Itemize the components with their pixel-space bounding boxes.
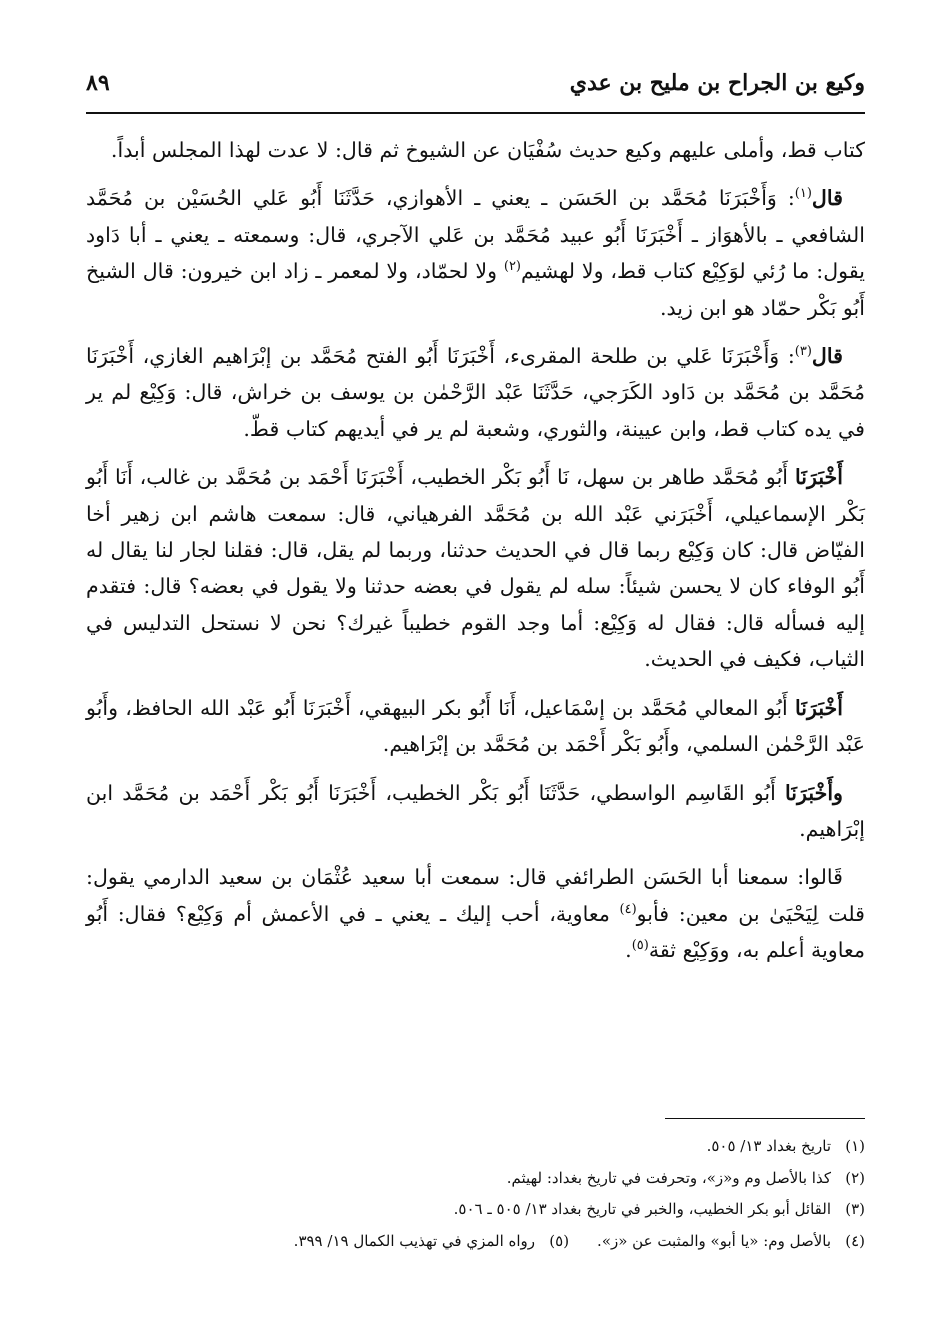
paragraph-lead: وأَخْبَرَنَا xyxy=(785,780,843,805)
page-number: ٨٩ xyxy=(86,70,110,96)
footnote-2 xyxy=(86,1163,865,1195)
paragraph-1 xyxy=(86,132,865,168)
paragraph-text: كتاب قط، وأملى عليهم وكيع حديث سُفْيَان عن الشيوخ ثم قال: لا عدت لهذا المجلس أبداً. xyxy=(110,138,865,162)
footnote-1 xyxy=(86,1131,865,1163)
running-title: وكيع بن الجراح بن مليح بن عدي xyxy=(569,70,865,96)
footnote-marker-3: (٣) xyxy=(794,344,812,360)
footnote-marker-1: (١) xyxy=(794,186,812,202)
footnote-text: القائل أبو بكر الخطيب، والخبر في تاريخ بغداد ١٣/ ٥٠٥ ـ ٥٠٦. xyxy=(453,1200,831,1218)
paragraph-text: أَبُو مُحَمَّد طاهر بن سهل، نَا أَبُو بَكْر الخطيب، أَخْبَرَنَا أَحْمَد بن مُحَمَّد بن غالب، أَنَا أَبُو بَكْر الإسماعيلي، أَخْبَرَني عَبْد الله بن مُحَمَّد الفرهياني، قال: سمعت هاشم ابن زهير أخا الفيّاض قال: كان وَكِيْع ربما قال في الحديث حدثنا، وربما لم يقل، قال: فقلنا لجار لنا يقال له أَبُو الوفاء كان لا يحسن شيئاً: سله لم يقول في بعضه حدثنا ولا يقول في بعضه؟ قال: فتقدم إليه فسأله قال: فقال له وَكِيْع: أما وجد القوم خطيباً غيرك؟ نحن لا نستحل التدليس في الثياب، فكيف في الحديث. xyxy=(86,465,865,672)
footnote-number: (٤) xyxy=(845,1231,865,1250)
footnote-4-5 xyxy=(86,1226,865,1258)
footnote-number: (٣) xyxy=(845,1200,865,1218)
paragraph-3 xyxy=(86,338,865,447)
paragraph-2 xyxy=(86,180,865,326)
paragraph-lead: قال xyxy=(811,344,843,369)
header-rule xyxy=(86,112,865,114)
running-header xyxy=(86,62,865,114)
paragraph-5 xyxy=(86,690,865,763)
footnote-3 xyxy=(86,1194,865,1226)
footnote-marker-4: (٤) xyxy=(619,901,637,917)
footnote-marker-2: (٢) xyxy=(503,259,521,275)
footnote-number: (٥) xyxy=(549,1231,570,1250)
footnote-marker-5: (٥) xyxy=(631,938,649,954)
paragraph-text: : وَأَخْبَرَنَا عَلي بن طلحة المقرىء، أَخْبَرَنَا أَبُو الفتح مُحَمَّد بن إبْرَاهيم الغازي، أَخْبَرَنَا مُحَمَّد بن مُحَمَّد بن دَاود الكَرَجي، حَدَّثَنَا عَبْد الرَّحْمٰن بن يوسف بن خراش، قال: وَكِيْع لم ير في يده كتاب قط، وابن عيينة، والثوري، وشعبة لم ير في أيديهم كتاب قطّ. xyxy=(86,344,865,441)
main-text xyxy=(86,132,865,981)
footnote-number: (٢) xyxy=(845,1168,865,1187)
footnote-text: بالأصل وم: «يا أبو» والمثبت عن «ز». xyxy=(597,1231,831,1250)
paragraph-text-continued: معاوية، أحب إليك ـ يعني ـ في الأعمش أم وَكِيْع؟ فقال: أَبُو معاوية أعلم به، ووَكِيْع ثقة xyxy=(86,901,865,963)
paragraph-lead: أَخْبَرَنَا xyxy=(794,465,843,490)
paragraph-6 xyxy=(86,775,865,848)
paragraph-text: أَبُو المعالي مُحَمَّد بن إسْمَاعيل، أَنَا أَبُو بكر البيهقي، أَخْبَرَنَا أَبُو عَبْد الله الحافظ، وأَبُو عَبْد الرَّحْمٰن السلمي، وأَبُو بَكْر أَحْمَد بن مُحَمَّد بن إبْرَاهيم. xyxy=(86,695,865,757)
footnote-text: تاريخ بغداد ١٣/ ٥٠٥. xyxy=(706,1137,831,1155)
paragraph-lead: أَخْبَرَنَا xyxy=(794,695,843,720)
footnote-text: رواه المزي في تهذيب الكمال ١٩/ ٣٩٩. xyxy=(293,1231,536,1250)
paragraph-lead: قال xyxy=(811,186,843,211)
paragraph-text-continued: ولا لحمّاد، ولا لمعمر ـ زاد ابن خيرون: قال الشيخ أَبُو بَكْر حمّاد هو ابن زيد. xyxy=(86,259,865,320)
paragraph-text: قَالوا: سمعنا أبا الحَسَن الطرائفي قال: سمعت أبا سعيد عُثْمَان بن سعيد الدارمي يقول: قلت لِيَحْيَىٰ بن معين: فأبو xyxy=(86,865,865,926)
footnote-number: (١) xyxy=(845,1137,865,1155)
footnote-rule xyxy=(665,1118,865,1119)
footnote-text: كذا بالأصل وم و«ز»، وتحرفت في تاريخ بغداد: لهيثم. xyxy=(506,1168,831,1187)
footnotes xyxy=(86,1118,865,1257)
paragraph-4 xyxy=(86,459,865,677)
paragraph-7 xyxy=(86,859,865,968)
paragraph-text: : وَأَخْبَرَنَا مُحَمَّد بن الحَسَن ـ يعني ـ الأهوازي، حَدَّثَنَا أَبُو عَلي الحُسَيْن بن مُحَمَّد الشافعي ـ بالأهوَاز ـ أَخْبَرَنَا أَبُو عبيد مُحَمَّد بن عَلي الآجري، قال: وسمعته ـ يعني ـ أبا دَاود يقول: ما رُئي لوَكِيْع كتاب قط، ولا لهشيم xyxy=(86,186,865,284)
paragraph-text-end: . xyxy=(625,938,632,963)
paragraph-text: أَبُو القَاسِم الواسطي، حَدَّثَنَا أَبُو بَكْر الخطيب، أَخْبَرَنَا أَبُو بَكْر أَحْمَد بن مُحَمَّد ابن إبْرَاهيم. xyxy=(86,780,865,841)
